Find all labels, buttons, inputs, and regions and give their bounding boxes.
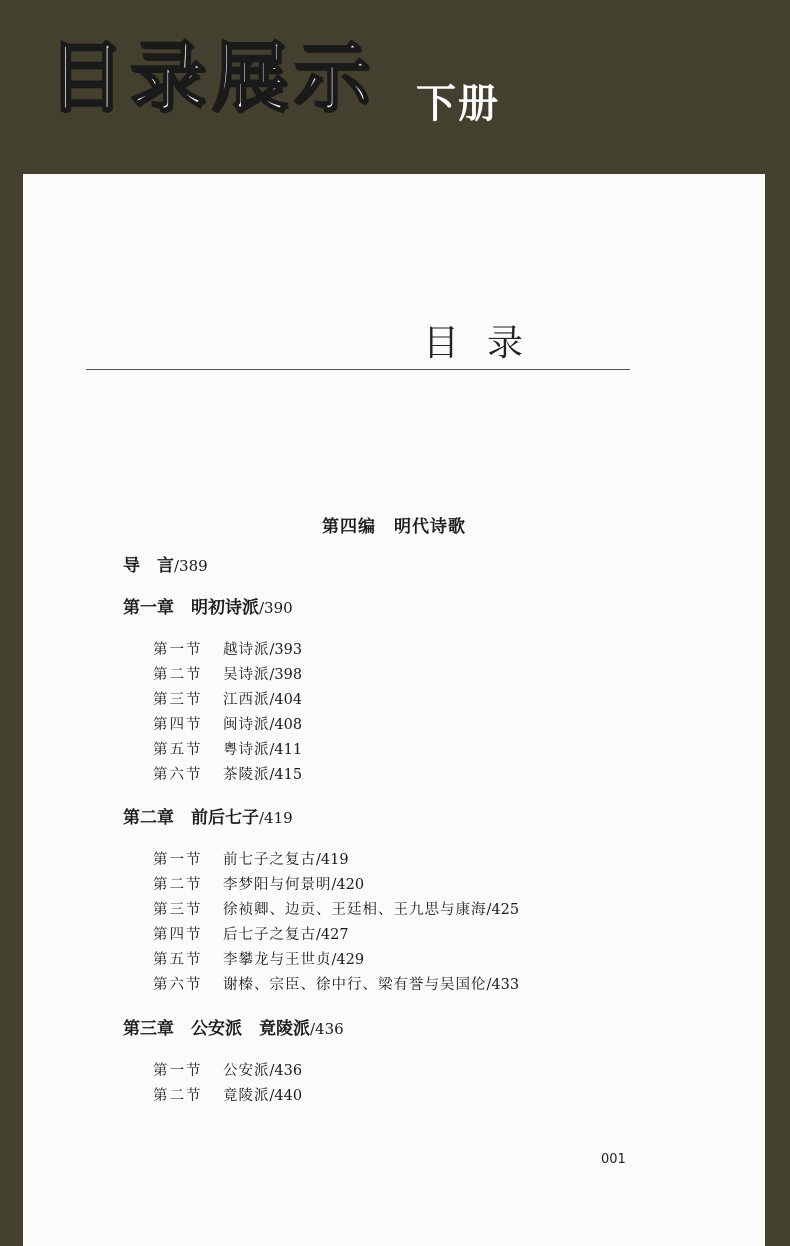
section-title: 江西派 <box>223 692 270 708</box>
chapter-label: 第二章 前后七子 <box>123 808 259 828</box>
section-title: 越诗派 <box>223 642 270 658</box>
section-page: /420 <box>331 877 365 893</box>
section-page: /393 <box>269 642 303 658</box>
toc-page <box>23 174 765 1246</box>
toc-chapter <box>123 1021 344 1038</box>
toc-heading: 目录 <box>423 323 552 364</box>
section-page: /427 <box>316 927 349 943</box>
toc-section <box>153 1064 302 1079</box>
toc-section <box>153 1089 302 1104</box>
section-label: 第六节 <box>153 767 203 783</box>
section-label: 第一节 <box>153 1063 203 1079</box>
chapter-label: 第三章 公安派 竟陵派 <box>123 1019 310 1039</box>
section-label: 第四节 <box>153 927 203 943</box>
banner-subtitle: 下册 <box>416 81 500 127</box>
section-page: /408 <box>269 717 303 733</box>
section-page: /425 <box>486 902 520 918</box>
section-label: 第一节 <box>153 852 203 868</box>
section-title: 李攀龙与王世贞 <box>223 952 332 968</box>
toc-section <box>153 878 364 893</box>
section-label: 第二节 <box>153 1088 203 1104</box>
toc-section <box>153 853 349 868</box>
section-page: /436 <box>269 1063 303 1079</box>
banner <box>0 0 790 174</box>
toc-chapter <box>123 600 293 617</box>
section-label: 第六节 <box>153 977 203 993</box>
toc-section <box>153 768 302 783</box>
section-page: /411 <box>269 742 303 758</box>
toc-section <box>153 903 519 918</box>
section-title: 茶陵派 <box>223 767 270 783</box>
page-number: 001 <box>601 1152 626 1167</box>
toc-intro <box>123 558 208 575</box>
chapter-label: 第一章 明初诗派 <box>123 598 259 618</box>
toc-section <box>153 643 302 658</box>
section-title: 公安派 <box>223 1063 270 1079</box>
section-page: /433 <box>486 977 520 993</box>
section-title: 粤诗派 <box>223 742 270 758</box>
toc-section <box>153 978 519 993</box>
toc-chapter <box>123 810 293 827</box>
heading-divider <box>86 369 630 370</box>
section-label: 第一节 <box>153 642 203 658</box>
banner-title: 目录展示 <box>48 33 376 122</box>
section-title: 后七子之复古 <box>223 927 316 943</box>
part-title: 第四编 明代诗歌 <box>322 517 466 537</box>
section-title: 谢榛、宗臣、徐中行、梁有誉与吴国伦 <box>223 977 487 993</box>
section-title: 竟陵派 <box>223 1088 270 1104</box>
section-page: /398 <box>269 667 303 683</box>
section-page: /419 <box>316 852 349 868</box>
section-label: 第三节 <box>153 902 203 918</box>
section-label: 第三节 <box>153 692 203 708</box>
section-label: 第五节 <box>153 952 203 968</box>
toc-section <box>153 693 302 708</box>
intro-page: /389 <box>174 557 208 575</box>
intro-label: 导 言 <box>123 556 174 576</box>
toc-section <box>153 953 364 968</box>
section-title: 前七子之复古 <box>223 852 316 868</box>
toc-section <box>153 928 349 943</box>
section-page: /429 <box>331 952 365 968</box>
chapter-page: /419 <box>259 809 293 827</box>
section-label: 第二节 <box>153 877 203 893</box>
section-title: 闽诗派 <box>223 717 270 733</box>
toc-section <box>153 743 302 758</box>
section-page: /404 <box>269 692 303 708</box>
section-label: 第四节 <box>153 717 203 733</box>
section-label: 第五节 <box>153 742 203 758</box>
chapter-page: /390 <box>259 599 293 617</box>
section-page: /415 <box>269 767 303 783</box>
toc-section <box>153 668 302 683</box>
section-label: 第二节 <box>153 667 203 683</box>
chapter-page: /436 <box>310 1020 344 1038</box>
toc-section <box>153 718 302 733</box>
section-page: /440 <box>269 1088 303 1104</box>
section-title: 李梦阳与何景明 <box>223 877 332 893</box>
section-title: 吴诗派 <box>223 667 270 683</box>
section-title: 徐祯卿、边贡、王廷相、王九思与康海 <box>223 902 487 918</box>
